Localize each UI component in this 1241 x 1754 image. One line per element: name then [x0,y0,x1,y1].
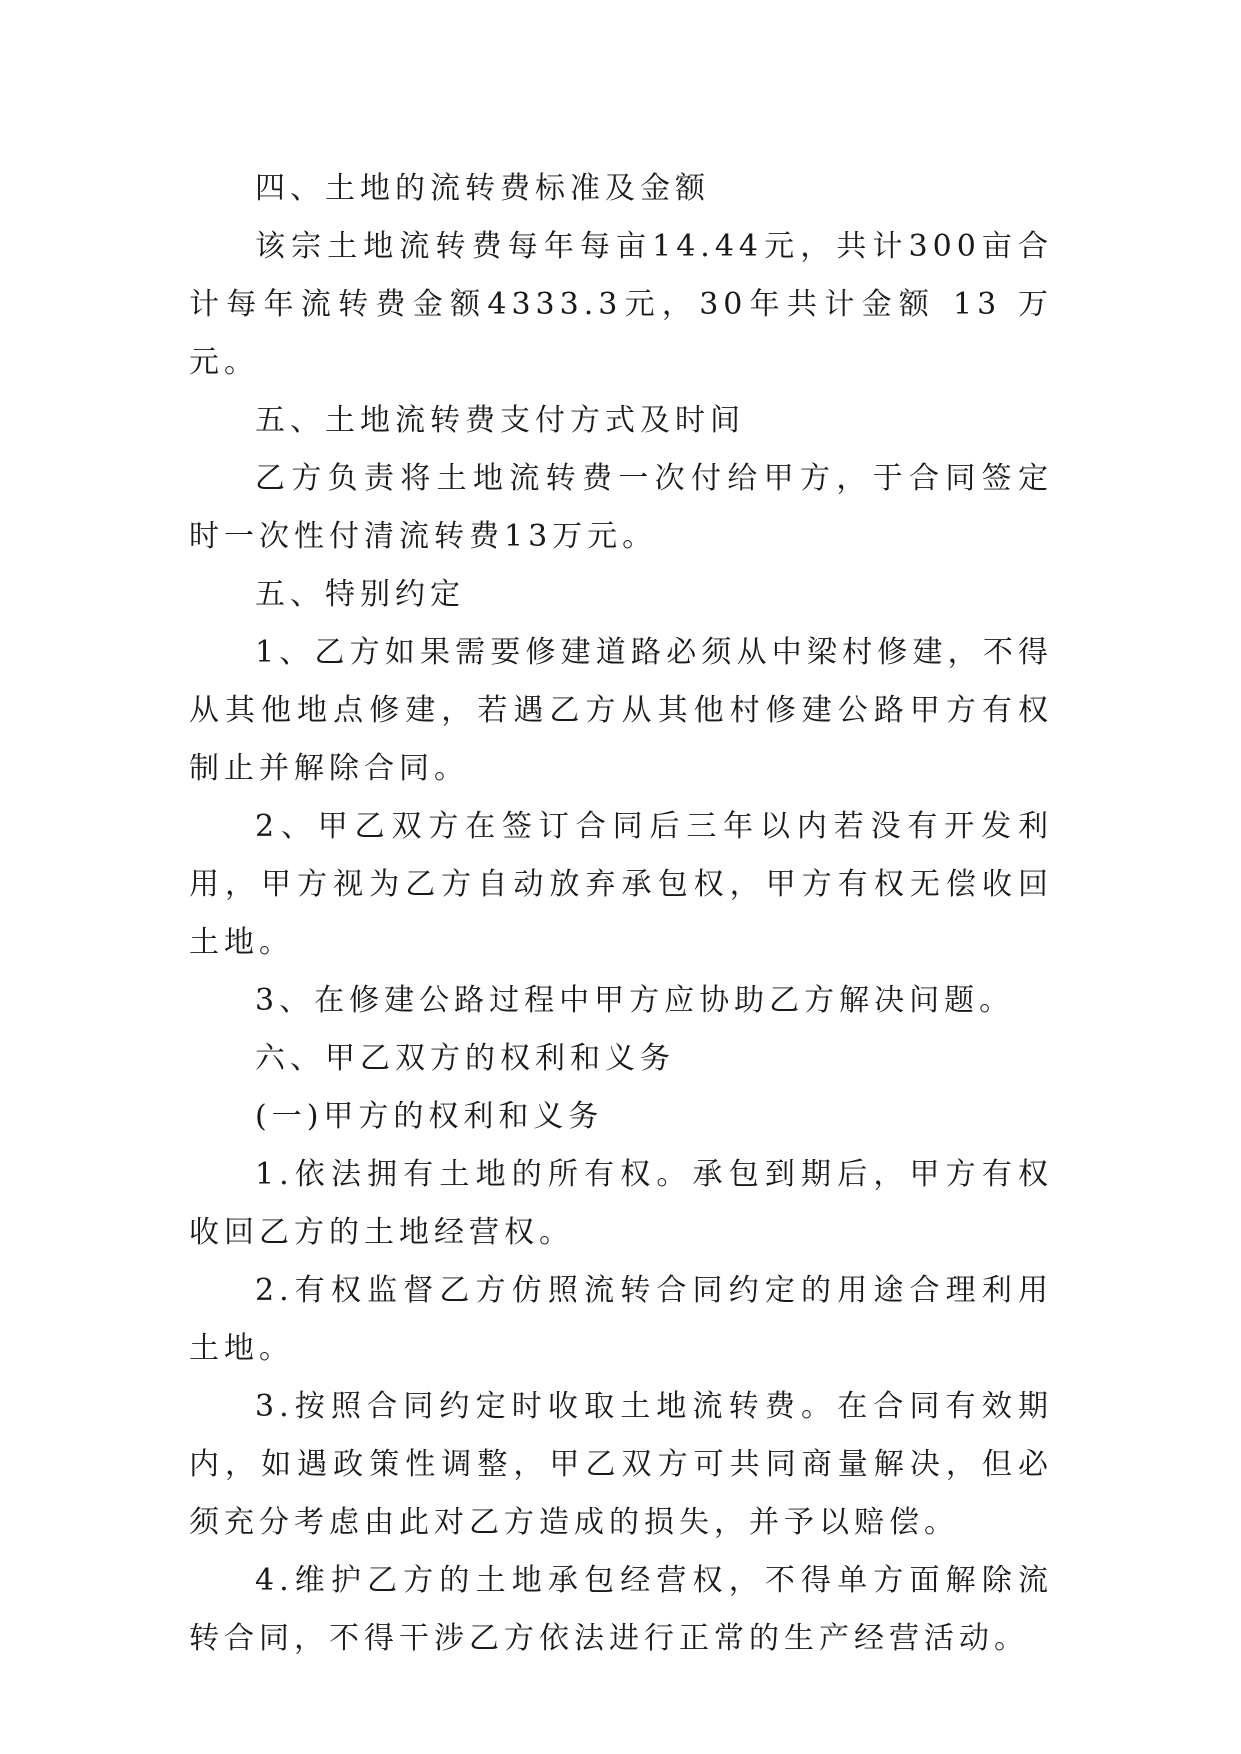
document-body [189,160,1053,1668]
paragraph-special-term-1: 1、乙方如果需要修建道路必须从中梁村修建，不得从其他地点修建，若遇乙方从其他村修建公路甲方有权制止并解除合同。 [189,635,1053,786]
paragraph-fee-amount: 该宗土地流转费每年每亩14.44元，共计300亩合计每年流转费金额4333.3元，30年共计金额 13 万元。 [189,229,1053,380]
section-heading-rights-obligations: 六、甲乙双方的权利和义务 [255,1041,675,1076]
section-heading-fee-standard: 四、土地的流转费标准及金额 [255,171,710,206]
section-heading-special-terms: 五、特别约定 [255,577,465,612]
subsection-heading-party-a: (一)甲方的权利和义务 [255,1099,604,1134]
paragraph-party-a-item-3: 3.按照合同约定时收取土地流转费。在合同有效期内，如遇政策性调整，甲乙双方可共同商量解决，但必须充分考虑由此对乙方造成的损失，并予以赔偿。 [189,1389,1053,1540]
paragraph-special-term-2: 2、甲乙双方在签订合同后三年以内若没有开发利用，甲方视为乙方自动放弃承包权，甲方有权无偿收回土地。 [189,809,1053,960]
paragraph-party-a-item-1: 1.依法拥有土地的所有权。承包到期后，甲方有权收回乙方的土地经营权。 [189,1157,1053,1250]
paragraph-payment: 乙方负责将土地流转费一次付给甲方，于合同签定时一次性付清流转费13万元。 [189,461,1053,554]
paragraph-party-a-item-2: 2.有权监督乙方仿照流转合同约定的用途合理利用土地。 [189,1273,1053,1366]
section-heading-payment-method: 五、土地流转费支付方式及时间 [255,403,745,438]
paragraph-party-a-item-4: 4.维护乙方的土地承包经营权，不得单方面解除流转合同，不得干涉乙方依法进行正常的生产经营活动。 [189,1563,1053,1656]
paragraph-special-term-3: 3、在修建公路过程中甲方应协助乙方解决问题。 [255,983,1015,1018]
